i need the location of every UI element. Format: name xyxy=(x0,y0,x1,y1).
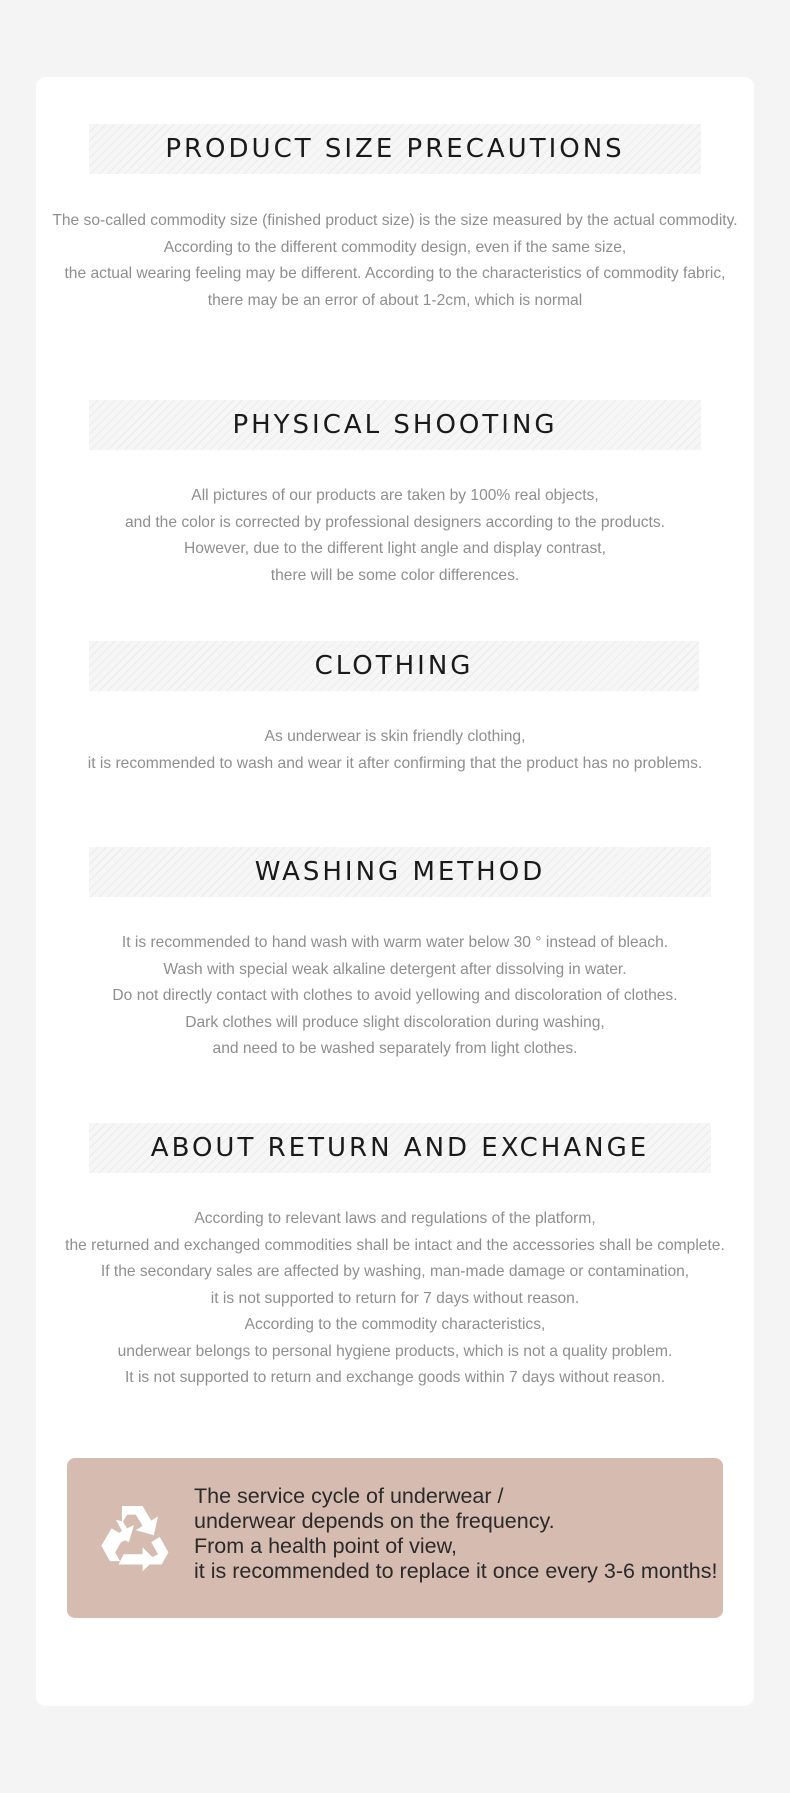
section-banner-return-exchange xyxy=(89,1123,711,1173)
section-text-physical-shooting xyxy=(36,483,754,589)
notice-line: From a health point of view, xyxy=(194,1534,457,1558)
text-line: Wash with special weak alkaline detergent after dissolving in water. xyxy=(163,960,627,978)
section-text-size-precautions xyxy=(36,208,754,314)
text-line: According to the different commodity design, even if the same size, xyxy=(163,238,627,256)
section-banner-washing-method xyxy=(89,847,711,897)
replacement-notice xyxy=(67,1458,723,1618)
section-text-washing-method xyxy=(36,930,754,1063)
text-line: and the color is corrected by professional designers according to the products. xyxy=(124,513,666,531)
text-line: the returned and exchanged commodities shall be intact and the accessories shall be complete. xyxy=(65,1236,725,1254)
text-line: As underwear is skin friendly clothing, xyxy=(264,728,526,745)
section-title: PRODUCT SIZE PRECAUTIONS xyxy=(165,134,625,164)
section-title: PHYSICAL SHOOTING xyxy=(232,410,558,440)
recycle-icon xyxy=(91,1494,177,1580)
text-line: It is not supported to return and exchange goods within 7 days without reason. xyxy=(124,1369,666,1386)
text-line: It is recommended to hand wash with warm water below 30 ° instead of bleach. xyxy=(121,934,669,951)
text-line: underwear belongs to personal hygiene products, which is not a quality problem. xyxy=(117,1342,673,1360)
section-banner-physical-shooting xyxy=(89,400,701,450)
section-banner-size-precautions xyxy=(89,124,701,174)
notice-line: it is recommended to replace it once every 3-6 months! xyxy=(194,1559,718,1583)
text-line: If the secondary sales are affected by washing, man-made damage or contamination, xyxy=(100,1263,690,1280)
text-line: According to relevant laws and regulations of the platform, xyxy=(194,1210,596,1227)
notice-line: underwear depends on the frequency. xyxy=(194,1509,555,1533)
text-line: there will be some color differences. xyxy=(270,566,520,584)
notice-text xyxy=(194,1484,717,1584)
text-line: it is recommended to wash and wear it after confirming that the product has no problems. xyxy=(87,754,703,772)
text-line: According to the commodity characteristics, xyxy=(244,1316,546,1333)
section-text-clothing xyxy=(36,724,754,777)
text-line: Dark clothes will produce slight discoloration during washing, xyxy=(185,1013,605,1031)
section-title: WASHING METHOD xyxy=(254,857,546,887)
text-line: there may be an error of about 1-2cm, which is normal xyxy=(207,291,583,309)
text-line: However, due to the different light angle and display contrast, xyxy=(184,540,606,557)
section-text-return-exchange xyxy=(36,1206,754,1392)
text-line: The so-called commodity size (finished product size) is the size measured by the actual commodity. xyxy=(52,212,738,229)
section-title: ABOUT RETURN AND EXCHANGE xyxy=(150,1133,650,1163)
text-line: Do not directly contact with clothes to avoid yellowing and discoloration of clothes. xyxy=(112,987,678,1004)
text-line: All pictures of our products are taken by 100% real objects, xyxy=(191,487,599,504)
text-line: the actual wearing feeling may be different. According to the characteristics of commodity fabric, xyxy=(64,265,726,282)
section-title: CLOTHING xyxy=(314,651,474,681)
text-line: and need to be washed separately from light clothes. xyxy=(212,1040,578,1057)
section-banner-clothing xyxy=(89,641,699,691)
notice-line: The service cycle of underwear / xyxy=(194,1484,504,1508)
content-card xyxy=(36,77,754,1706)
text-line: it is not supported to return for 7 days without reason. xyxy=(210,1289,580,1307)
